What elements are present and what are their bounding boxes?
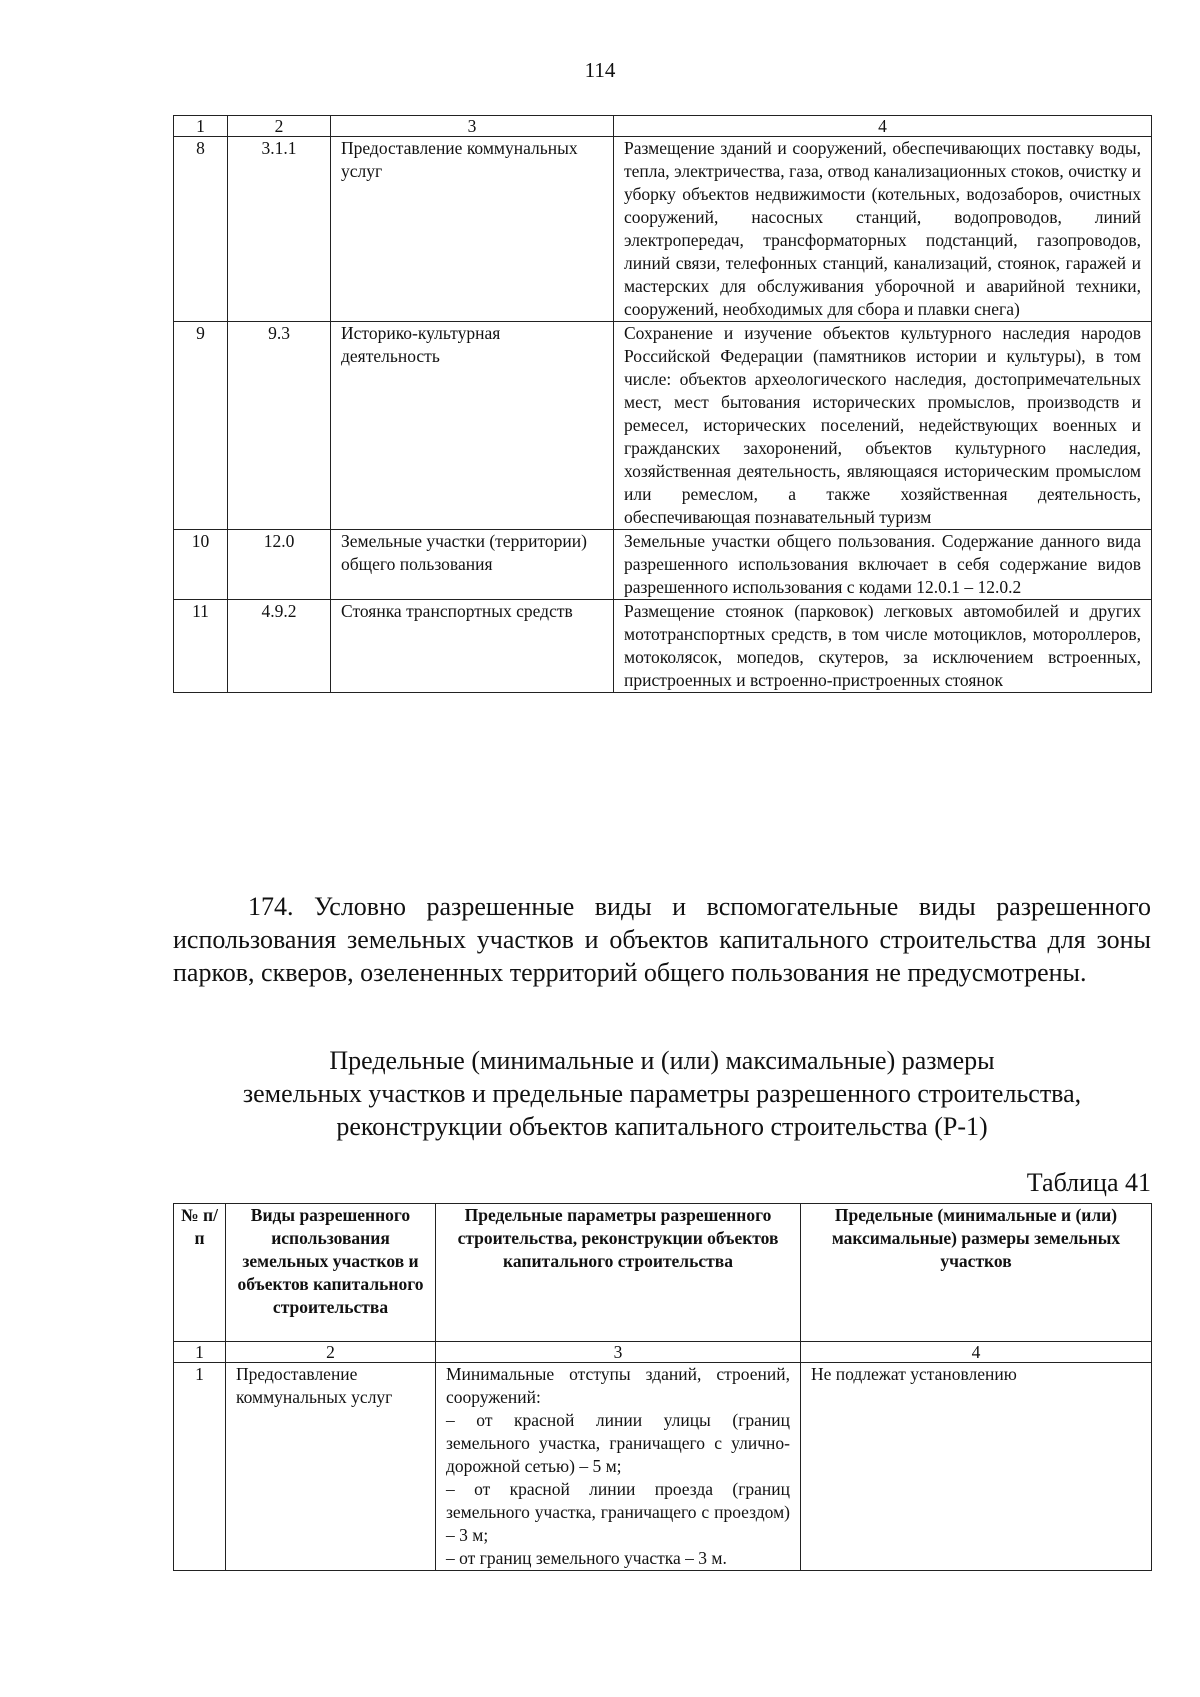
paragraph-174: 174. Условно разрешенные виды и вспомогательные виды разрешенного использования земельных участков и объектов капитального строительства для зоны парков, скверов, озелененных территорий общего пользования не предусмотрены. [173, 892, 1151, 987]
params-intro: Минимальные отступы зданий, строений, сооружений: [446, 1364, 790, 1407]
use-description: Земельные участки общего пользования. Содержание данного вида разрешенного использования включает в себя содержание видов разрешенного использования с кодами 12.0.1 – 12.0.2 [614, 530, 1152, 600]
table-header-row [174, 1204, 1152, 1342]
heading-line: земельных участков и предельные параметры разрешенного строительства, [242, 1079, 1082, 1108]
permitted-uses-table [173, 115, 1152, 693]
use-code: 3.1.1 [228, 137, 331, 322]
column-numbers-row [174, 1342, 1152, 1363]
section-heading [173, 1044, 1151, 1143]
table-header-row [174, 116, 1152, 137]
use-code: 12.0 [228, 530, 331, 600]
row-number: 9 [174, 322, 228, 530]
header-cell: 2 [228, 116, 331, 137]
use-description: Сохранение и изучение объектов культурного наследия народов Российской Федерации (памятников истории и культуры), в том числе: объектов археологического наследия, достопримечательных мест, мест бытования исторических промыслов, производств и ремесел, исторических поселений, недействующих военных и гражданских захоронений, объектов культурного наследия, хозяйственная деятельность, являющаяся историческим промыслом или ремеслом, а также хозяйственная деятельность, обеспечивающая познавательный туризм [614, 322, 1152, 530]
header-cell: 3 [331, 116, 614, 137]
use-code: 9.3 [228, 322, 331, 530]
column-number: 2 [226, 1342, 436, 1363]
limits-table [173, 1203, 1152, 1571]
heading-line: Предельные (минимальные и (или) максимальные) размеры [329, 1046, 995, 1075]
header-cell-number: № п/п [174, 1204, 226, 1342]
page-number: 114 [584, 58, 616, 82]
sizes-cell: Не подлежат установлению [801, 1363, 1152, 1571]
column-number: 4 [801, 1342, 1152, 1363]
use-name: Историко-культурная деятельность [331, 322, 614, 530]
header-cell-params: Предельные параметры разрешенного строительства, реконструкции объектов капитального строительства [436, 1204, 801, 1342]
params-item: – от красной линии проезда (границ земельного участка, граничащего с проездом) – 3 м; [446, 1479, 790, 1545]
header-cell-uses: Виды разрешенного использования земельных участков и объектов капитального строительства [226, 1204, 436, 1342]
use-name: Предоставление коммунальных услуг [226, 1363, 436, 1571]
table-row [174, 137, 1152, 322]
use-name: Предоставление коммунальных услуг [331, 137, 614, 322]
heading-line: реконструкции объектов капитального строительства (Р-1) [336, 1112, 988, 1141]
params-item: – от границ земельного участка – 3 м. [446, 1548, 727, 1568]
table-caption: Таблица 41 [1026, 1168, 1151, 1197]
table-row [174, 322, 1152, 530]
header-cell: 1 [174, 116, 228, 137]
table-row [174, 530, 1152, 600]
row-number: 8 [174, 137, 228, 322]
row-number: 11 [174, 600, 228, 693]
use-code: 4.9.2 [228, 600, 331, 693]
table-row [174, 1363, 1152, 1571]
row-number: 1 [174, 1363, 226, 1571]
header-cell: 4 [614, 116, 1152, 137]
row-number: 10 [174, 530, 228, 600]
use-name: Земельные участки (территории) общего пользования [331, 530, 614, 600]
use-name: Стоянка транспортных средств [331, 600, 614, 693]
column-number: 3 [436, 1342, 801, 1363]
use-description: Размещение стоянок (парковок) легковых автомобилей и других мототранспортных средств, в том числе мотоциклов, мотороллеров, мотоколясок, мопедов, скутеров, за исключением встроенных, пристроенных и встроенно-пристроенных стоянок [614, 600, 1152, 693]
table-row [174, 600, 1152, 693]
params-item: – от красной линии улицы (границ земельного участка, граничащего с улично-дорожной сетью) – 5 м; [446, 1410, 790, 1476]
column-number: 1 [174, 1342, 226, 1363]
use-description: Размещение зданий и сооружений, обеспечивающих поставку воды, тепла, электричества, газа, отвод канализационных стоков, очистку и уборку объектов недвижимости (котельных, водозаборов, очистных сооружений, насосных станций, водопроводов, линий электропередач, трансформаторных подстанций, газопроводов, линий связи, телефонных станций, канализаций, стоянок, гаражей и мастерских для обслуживания уборочной и аварийной техники, сооружений, необходимых для сбора и плавки снега) [614, 137, 1152, 322]
params-cell [436, 1363, 801, 1571]
header-cell-sizes: Предельные (минимальные и (или) максимальные) размеры земельных участков [801, 1204, 1152, 1342]
